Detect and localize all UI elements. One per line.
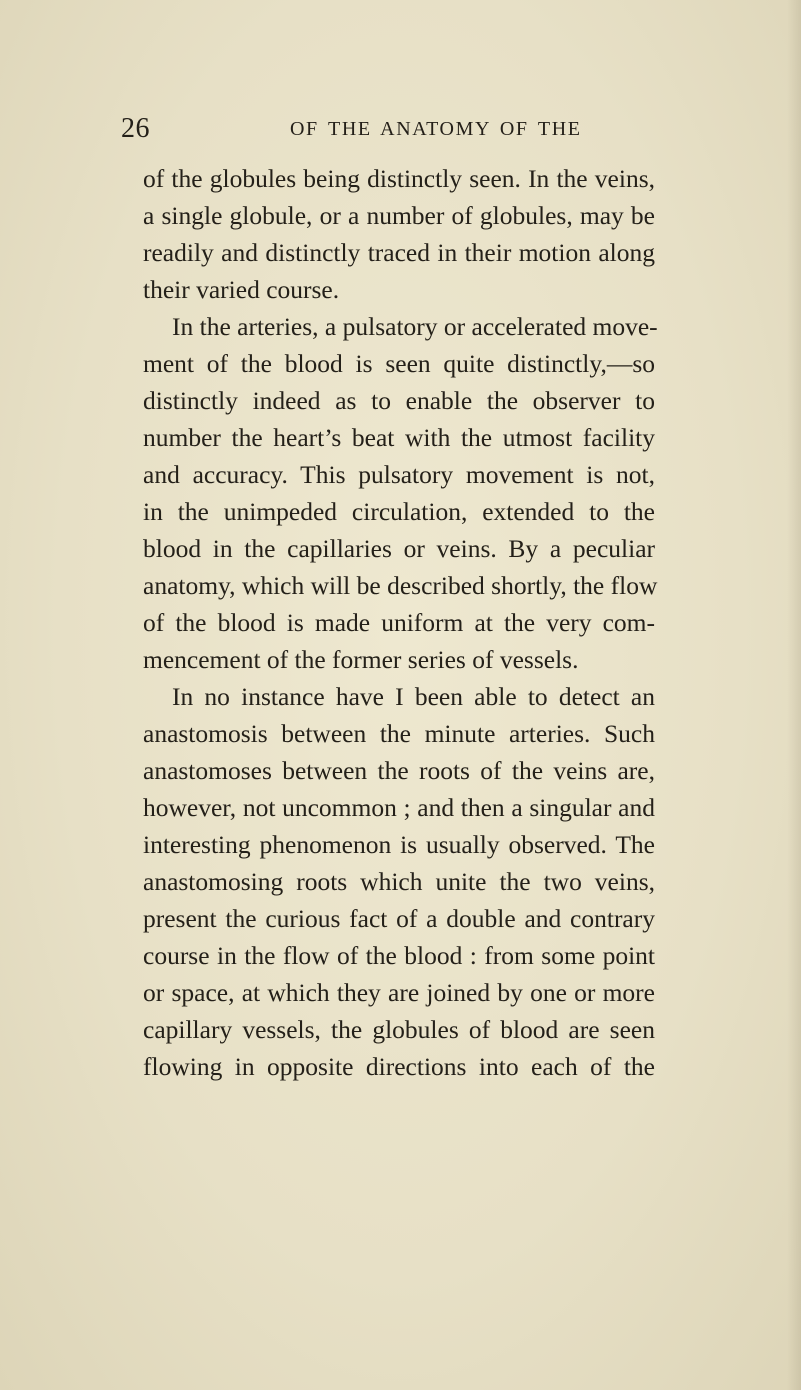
text-line: of the blood is made uniform at the very com- — [143, 608, 655, 637]
text-line: however, not uncommon ; and then a singular and — [143, 793, 655, 822]
text-line: readily and distinctly traced in their motion along — [143, 238, 655, 267]
text-line: capillary vessels, the globules of blood are seen — [143, 1015, 655, 1044]
running-head — [0, 104, 801, 154]
text-line: anastomoses between the roots of the veins are, — [143, 756, 655, 785]
page-edge-shadow — [787, 0, 801, 1390]
text-line: present the curious fact of a double and contrary — [143, 904, 655, 933]
text-line: ment of the blood is seen quite distinctly,—so — [143, 349, 655, 378]
text-line: course in the flow of the blood : from some point — [143, 941, 655, 970]
page-number: 26 — [121, 113, 150, 144]
text-line: flowing in opposite directions into each of the — [143, 1052, 655, 1081]
text-line: in the unimpeded circulation, extended to the — [143, 497, 655, 526]
paragraph-1 — [143, 160, 655, 308]
text-line: In the arteries, a pulsatory or accelerated move- — [172, 312, 658, 341]
text-line: number the heart’s beat with the utmost facility — [143, 423, 655, 452]
text-line: anatomy, which will be described shortly, the flow — [143, 571, 658, 600]
text-line: mencement of the former series of vessels. — [143, 645, 579, 674]
text-line: blood in the capillaries or veins. By a peculiar — [143, 534, 655, 563]
text-line: their varied course. — [143, 275, 340, 304]
body-text — [143, 160, 658, 1085]
text-line: anastomosing roots which unite the two veins, — [143, 867, 655, 896]
paragraph-2 — [143, 308, 658, 678]
text-line: or space, at which they are joined by one or more — [143, 978, 655, 1007]
text-line: of the globules being distinctly seen. In the veins, — [143, 164, 655, 193]
text-line: a single globule, or a number of globules, may be — [143, 201, 655, 230]
text-line: interesting phenomenon is usually observed. The — [143, 830, 655, 859]
text-line: anastomosis between the minute arteries. Such — [143, 719, 655, 748]
text-line: distinctly indeed as to enable the observer to — [143, 386, 655, 415]
text-line: and accuracy. This pulsatory movement is not, — [143, 460, 655, 489]
paragraph-3 — [143, 678, 655, 1085]
text-line: In no instance have I been able to detect an — [172, 682, 655, 711]
running-head-title: OF THE ANATOMY OF THE — [290, 118, 582, 140]
